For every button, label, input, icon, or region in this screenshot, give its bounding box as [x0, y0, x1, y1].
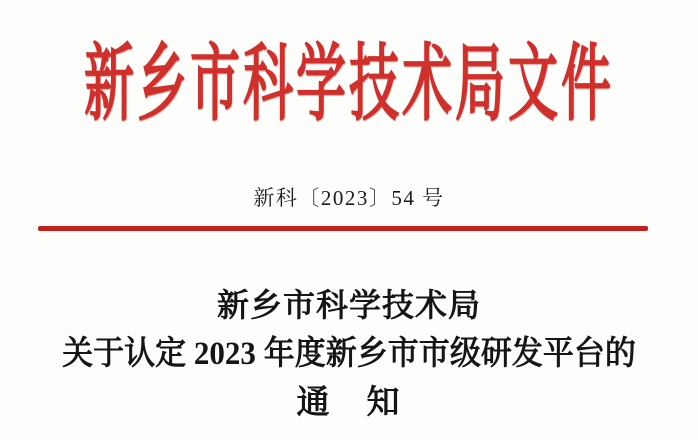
notice-title-block: [0, 281, 698, 428]
notice-subject-line: 关于认定 2023 年度新乡市市级研发平台的: [62, 336, 636, 372]
notice-issuer-line: 新乡市科学技术局: [216, 287, 481, 323]
notice-type-line: 通 知: [296, 385, 402, 421]
masthead-title: 新乡市科学技术局文件: [84, 36, 614, 132]
doc-number: 新科〔2023〕54 号: [253, 186, 445, 210]
red-divider-line: [38, 226, 648, 231]
